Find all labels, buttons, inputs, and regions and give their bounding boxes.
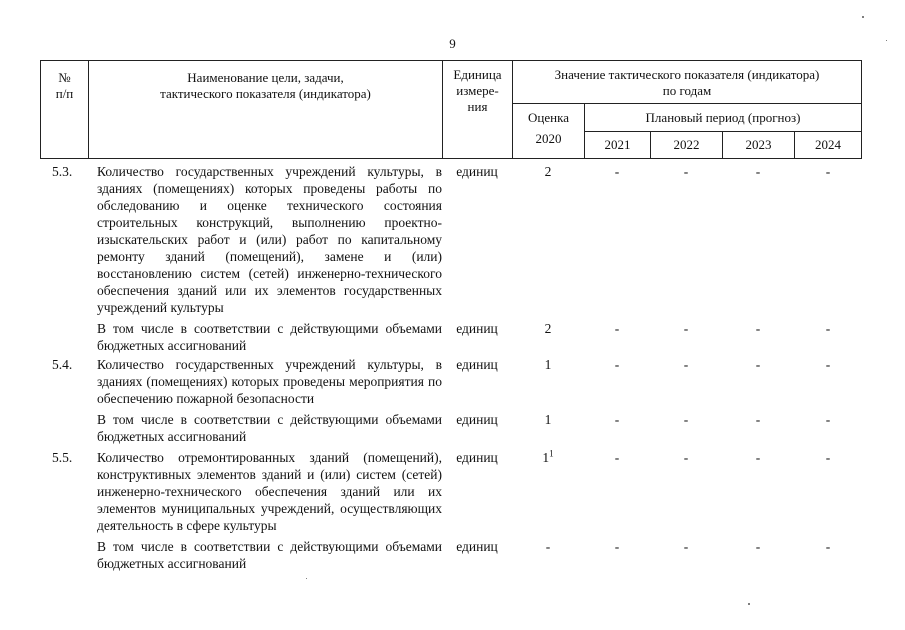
row-number: 5.5. bbox=[52, 450, 73, 465]
header-col-plan: Плановый период (прогноз) bbox=[645, 110, 801, 125]
row-value-2020: 1 bbox=[544, 357, 552, 372]
footnote-marker: 1 bbox=[549, 448, 554, 459]
header-col-name: Наименование цели, задачи, тактического показателя (индикатора) bbox=[160, 70, 371, 101]
header-col-num: № п/п bbox=[55, 70, 74, 101]
row-value-2023: - bbox=[755, 450, 761, 465]
row-value-2023: - bbox=[755, 412, 761, 427]
header-col-estimate-year: 2020 bbox=[535, 131, 562, 146]
scan-speck bbox=[886, 40, 887, 41]
row-value-2022: - bbox=[683, 321, 689, 336]
page-number: 9 bbox=[449, 36, 456, 51]
row-indicator-name: Количество государственных учреждений культуры, в зданиях (помещениях) которых проведены работы по обследованию и оценке технического состояния строительных конструкций, выполнению проектно-изыскательских работ и (или) работ по капитальному ремонту зданий (помещений), замене и (или) восстановлению систем (сетей) инженерно-технического обеспечения зданий или их элементов государственных учреждений культуры bbox=[97, 164, 442, 315]
row-value-2022: - bbox=[683, 164, 689, 179]
header-col-estimate: Оценка bbox=[528, 110, 569, 125]
row-value-2024: - bbox=[825, 321, 831, 336]
row-value-2023: - bbox=[755, 539, 761, 554]
row-indicator-name: В том числе в соответствии с действующими объемами бюджетных ассигнований bbox=[97, 412, 442, 444]
row-value-2023: - bbox=[755, 357, 761, 372]
row-value-2024: - bbox=[825, 357, 831, 372]
row-unit: единиц bbox=[456, 357, 498, 372]
row-value-2022: - bbox=[683, 539, 689, 554]
row-value-2021: - bbox=[614, 450, 620, 465]
row-unit: единиц bbox=[456, 321, 498, 336]
row-value-2021: - bbox=[614, 321, 620, 336]
row-value-2022: - bbox=[683, 357, 689, 372]
header-divider-value bbox=[512, 103, 862, 104]
row-value-2021: - bbox=[614, 164, 620, 179]
row-number: 5.3. bbox=[52, 164, 73, 179]
row-value-2020: - bbox=[545, 539, 551, 554]
row-value-2024: - bbox=[825, 450, 831, 465]
header-border-right bbox=[861, 60, 862, 159]
row-indicator-name: Количество отремонтированных зданий (помещений), конструктивных элементов зданий и (или) систем (сетей) инженерно-технического обеспечения зданий или их элементов муниципальных учреждений, осуществляющих деятельность в сфере культуры bbox=[97, 450, 442, 533]
header-top-border bbox=[40, 60, 862, 61]
scan-speck bbox=[306, 578, 307, 579]
row-unit: единиц bbox=[456, 539, 498, 554]
row-value-2024: - bbox=[825, 539, 831, 554]
row-value-2021: - bbox=[614, 357, 620, 372]
row-value-2020: $1^1$ bbox=[542, 448, 554, 465]
header-year-2022: 2022 bbox=[673, 137, 700, 152]
row-value-2023: - bbox=[755, 321, 761, 336]
header-year-2021: 2021 bbox=[604, 137, 631, 152]
row-value-2020: 2 bbox=[544, 164, 552, 179]
row-value-2024: - bbox=[825, 412, 831, 427]
header-col-value: Значение тактического показателя (индикатора) по годам bbox=[554, 67, 820, 98]
header-year-2024: 2024 bbox=[815, 137, 841, 152]
row-value-2024: - bbox=[825, 164, 831, 179]
scan-speck bbox=[862, 16, 864, 18]
row-value-2022: - bbox=[683, 450, 689, 465]
header-col-unit: Единица измере- ния bbox=[453, 67, 502, 114]
row-value-2023: - bbox=[755, 164, 761, 179]
row-value-2021: - bbox=[614, 539, 620, 554]
scan-speck bbox=[748, 603, 750, 605]
row-indicator-name: Количество государственных учреждений культуры, в зданиях (помещениях) которых проведены мероприятия по обеспечению пожарной безопасности bbox=[97, 357, 442, 406]
row-unit: единиц bbox=[456, 164, 498, 179]
header-divider-plan bbox=[584, 131, 862, 132]
row-number: 5.4. bbox=[52, 357, 73, 372]
row-value-2022: - bbox=[683, 412, 689, 427]
header-bottom-border bbox=[40, 158, 862, 159]
header-year-2023: 2023 bbox=[745, 137, 772, 152]
row-unit: единиц bbox=[456, 450, 498, 465]
row-unit: единиц bbox=[456, 412, 498, 427]
row-value-2020: 1 bbox=[544, 412, 552, 427]
row-value-2021: - bbox=[614, 412, 620, 427]
row-indicator-name: В том числе в соответствии с действующими объемами бюджетных ассигнований bbox=[97, 321, 442, 353]
row-indicator-name: В том числе в соответствии с действующими объемами бюджетных ассигнований bbox=[97, 539, 442, 571]
row-value-2020: 2 bbox=[544, 321, 552, 336]
